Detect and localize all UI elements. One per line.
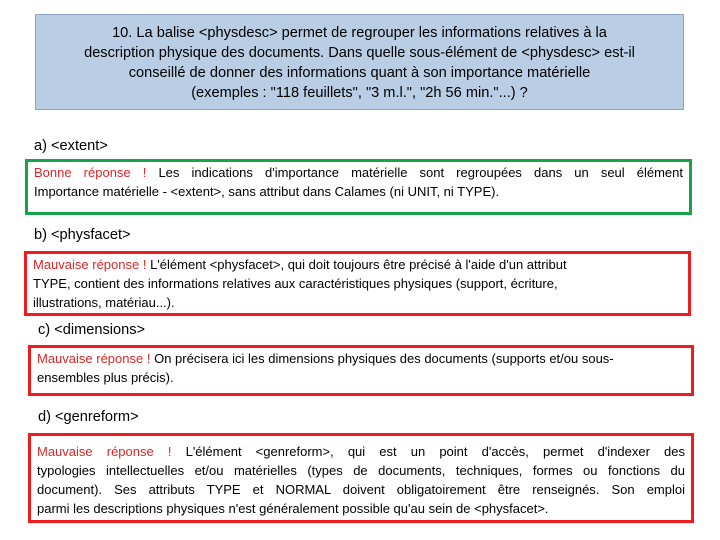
option-c-label[interactable]: c) <dimensions> [38,322,146,338]
question-text-1: La balise <physdesc> permet de regrouper les informations relatives à la [136,25,607,41]
feedback-c-line-2: ensembles plus précis). [37,370,174,385]
feedback-d-line-1 [37,442,685,461]
feedback-d-box [28,433,694,523]
question-line-4: (exemples : "118 feuillets", "3 m.l.", "2h 56 min."...) ? [191,85,528,101]
question-box [35,14,684,110]
feedback-c-verdict: Mauvaise réponse ! [37,351,151,366]
question-line-1 [46,23,673,43]
feedback-a-line-1 [34,163,683,182]
feedback-c-line-1 [37,349,685,368]
question-line-3: conseillé de donner des informations quant à son importance matérielle [128,65,591,81]
feedback-b-line-1 [33,255,682,274]
option-b-label[interactable]: b) <physfacet> [34,227,131,243]
option-d-label[interactable]: d) <genreform> [38,409,139,425]
feedback-c-text-1: On précisera ici les dimensions physiques des documents (supports et/ou sous- [154,351,614,366]
feedback-c-box [28,345,694,396]
feedback-a-text-1: Les indications d'importance matérielle sont regroupées dans un seul élément [158,165,683,180]
feedback-d-line-4: parmi les descriptions physiques n'est généralement possible qu'au sein de <physfacet>. [37,501,549,516]
feedback-b-line-3: illustrations, matériau...). [33,295,175,310]
feedback-a-box [25,159,692,215]
option-a-label[interactable]: a) <extent> [34,138,108,154]
feedback-d-line-3: document). Ses attributs TYPE et NORMAL doivent obligatoirement être renseignés. Son emploi [37,482,685,497]
feedback-b-line-2: TYPE, contient des informations relatives aux caractéristiques physiques (support, écriture, [33,276,558,291]
question-number: 10. [112,25,133,41]
feedback-a-verdict: Bonne réponse ! [34,165,147,180]
feedback-d-verdict: Mauvaise réponse ! [37,444,172,459]
question-line-2: description physique des documents. Dans quelle sous-élément de <physdesc> est-il [84,45,635,61]
feedback-d-text-1: L'élément <genreform>, qui est un point d'accès, permet d'indexer des [185,444,686,459]
feedback-d-line-2: typologies intellectuelles et/ou matérielles (types de documents, techniques, formes ou fonctions du [37,463,685,478]
feedback-a-line-2: Importance matérielle - <extent>, sans attribut dans Calames (ni UNIT, ni TYPE). [34,184,500,199]
feedback-b-text-1: L'élément <physfacet>, qui doit toujours être précisé à l'aide d'un attribut [150,257,567,272]
feedback-b-verdict: Mauvaise réponse ! [33,257,147,272]
feedback-b-box [24,251,691,316]
